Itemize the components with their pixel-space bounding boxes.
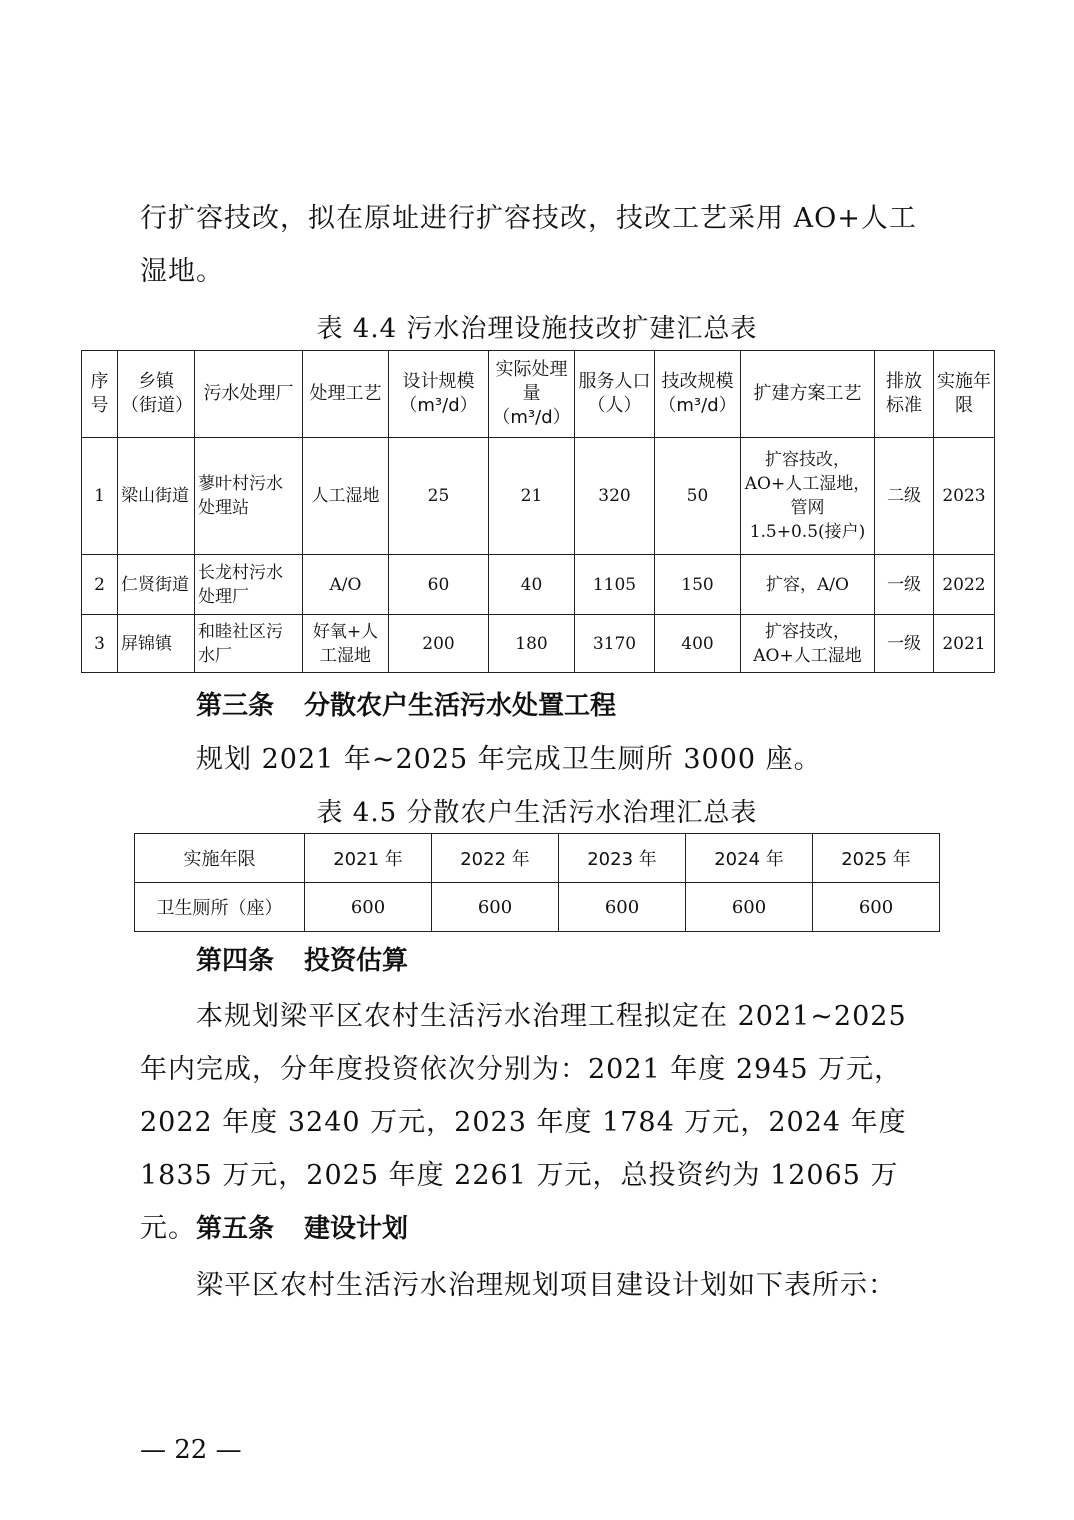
table-cell: 1 xyxy=(82,438,118,555)
table-cell: 2022 xyxy=(934,555,995,615)
table-cell: 40 xyxy=(489,555,575,615)
header-cell: 技改规模（m³/d） xyxy=(655,351,741,438)
table-cell: 1105 xyxy=(575,555,655,615)
section-5-heading xyxy=(196,1212,408,1246)
table-4-5 xyxy=(134,833,940,932)
header-cell: 服务人口（人） xyxy=(575,351,655,438)
section-4-title: 投资估算 xyxy=(304,946,409,976)
table-cell: 50 xyxy=(655,438,741,555)
page-number: — 22 — xyxy=(140,1435,242,1465)
table-cell: 二级 xyxy=(875,438,934,555)
table-cell: 150 xyxy=(655,555,741,615)
header-cell: 2025 年 xyxy=(813,834,940,883)
table-row xyxy=(82,555,995,615)
table-cell: 梁山街道 xyxy=(118,438,195,555)
table-cell: 和睦社区污水厂 xyxy=(195,615,303,673)
table-cell: 60 xyxy=(389,555,489,615)
section-4-heading xyxy=(196,944,408,978)
section-5-number: 第五条 xyxy=(196,1214,275,1244)
table-cell: 屏锦镇 xyxy=(118,615,195,673)
section-4-text: 本规划梁平区农村生活污水治理工程拟定在 2021~2025 年内完成，分年度投资依次分别为：2021 年度 2945 万元，2022 年度 3240 万元，2023 年度 1784 万元，2024 年度 1835 万元，2025 年度 2261 万元，总投资约为 12065 万元。 xyxy=(140,1001,907,1244)
header-cell: 扩建方案工艺 xyxy=(741,351,875,438)
table-row xyxy=(135,883,940,932)
table-cell: A/O xyxy=(303,555,389,615)
table-cell: 180 xyxy=(489,615,575,673)
header-cell: 处理工艺 xyxy=(303,351,389,438)
table-4-5-header-row xyxy=(135,834,940,883)
header-cell: 实施年限 xyxy=(135,834,305,883)
section-3-heading xyxy=(196,689,616,723)
section-3-number: 第三条 xyxy=(196,691,275,721)
table-cell: 400 xyxy=(655,615,741,673)
table-4-4 xyxy=(81,350,995,673)
table-cell: 200 xyxy=(389,615,489,673)
section-5-text: 梁平区农村生活污水治理规划项目建设计划如下表所示： xyxy=(196,1270,896,1301)
table-cell: 长龙村污水处理厂 xyxy=(195,555,303,615)
header-cell: 排放标准 xyxy=(875,351,934,438)
table-cell: 2021 xyxy=(934,615,995,673)
header-cell: 设计规模（m³/d） xyxy=(389,351,489,438)
section-4-number: 第四条 xyxy=(196,946,275,976)
header-cell: 污水处理厂 xyxy=(195,351,303,438)
table-cell: 好氧+人工湿地 xyxy=(303,615,389,673)
table-cell: 扩容技改，AO+人工湿地，管网 1.5+0.5(接户) xyxy=(741,438,875,555)
table-4-4-header-row xyxy=(82,351,995,438)
table-cell: 人工湿地 xyxy=(303,438,389,555)
header-cell: 乡镇（街道） xyxy=(118,351,195,438)
table-cell: 一级 xyxy=(875,555,934,615)
table-cell: 600 xyxy=(686,883,813,932)
header-cell: 2022 年 xyxy=(432,834,559,883)
table-cell: 21 xyxy=(489,438,575,555)
table-cell: 仁贤街道 xyxy=(118,555,195,615)
section-3-title: 分散农户生活污水处置工程 xyxy=(304,691,617,721)
header-cell: 2023 年 xyxy=(559,834,686,883)
table-cell: 2 xyxy=(82,555,118,615)
section-3-text: 规划 2021 年~2025 年完成卫生厕所 3000 座。 xyxy=(196,744,822,775)
table-cell: 600 xyxy=(432,883,559,932)
table-cell: 卫生厕所（座） xyxy=(135,883,305,932)
table-cell: 600 xyxy=(559,883,686,932)
intro-paragraph: 行扩容技改，拟在原址进行扩容技改，技改工艺采用 AO+人工湿地。 xyxy=(140,203,917,287)
table-4-5-caption: 表 4.5 分散农户生活污水治理汇总表 xyxy=(316,798,758,828)
header-cell: 2021 年 xyxy=(305,834,432,883)
header-cell: 实施年限 xyxy=(934,351,995,438)
header-cell: 实际处理量（m³/d） xyxy=(489,351,575,438)
section-5-title: 建设计划 xyxy=(304,1214,409,1244)
table-cell: 600 xyxy=(813,883,940,932)
table-cell: 600 xyxy=(305,883,432,932)
table-cell: 扩容技改，AO+人工湿地 xyxy=(741,615,875,673)
table-4-4-caption: 表 4.4 污水治理设施技改扩建汇总表 xyxy=(316,314,758,344)
table-cell: 2023 xyxy=(934,438,995,555)
table-row xyxy=(82,615,995,673)
table-cell: 一级 xyxy=(875,615,934,673)
header-cell: 序号 xyxy=(82,351,118,438)
table-cell: 蓼叶村污水处理站 xyxy=(195,438,303,555)
header-cell: 2024 年 xyxy=(686,834,813,883)
table-cell: 3170 xyxy=(575,615,655,673)
table-cell: 扩容，A/O xyxy=(741,555,875,615)
table-cell: 320 xyxy=(575,438,655,555)
table-row xyxy=(82,438,995,555)
table-cell: 3 xyxy=(82,615,118,673)
table-cell: 25 xyxy=(389,438,489,555)
